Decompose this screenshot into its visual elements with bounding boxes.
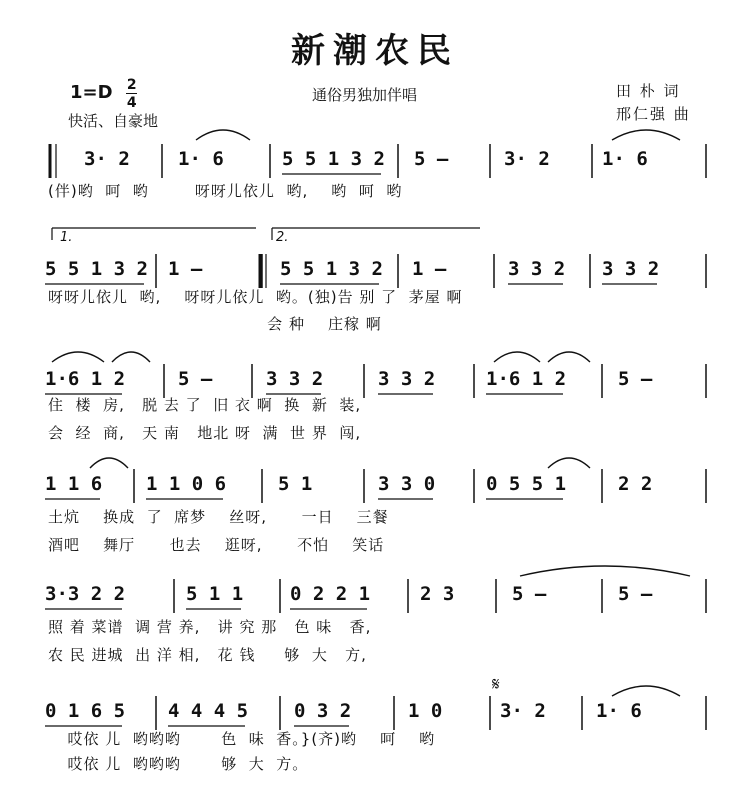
measure-notes: 5 – xyxy=(618,583,653,605)
tempo-marking: 快活、自豪地 xyxy=(68,112,159,130)
measure-notes: 2 3 xyxy=(420,583,455,605)
lyric-line: (伴)哟 呵 哟 呀呀儿依儿 哟, 哟 呵 哟 xyxy=(48,182,403,200)
measure-notes: 5 – xyxy=(414,148,449,170)
time-numerator: 2 xyxy=(126,77,137,93)
lyricist-credit: 田 朴 词 xyxy=(616,82,681,100)
lyric-line: 酒吧 舞厅 也去 逛呀, 不怕 笑话 xyxy=(48,536,385,554)
lyric-line: 哎依 儿 哟哟哟 够 大 方。 xyxy=(56,755,309,773)
measure-notes: 1 1 0 6 xyxy=(146,473,227,495)
measure-notes: 2 2 xyxy=(618,473,653,495)
measure-notes: 1 1 6 xyxy=(45,473,103,495)
key-text: 1=D xyxy=(70,82,113,103)
measure-notes: 1·6 1 2 xyxy=(45,368,126,390)
measure-notes: 5 – xyxy=(178,368,213,390)
measure-notes: 5 – xyxy=(512,583,547,605)
measure-notes: 0 1 6 5 xyxy=(45,700,126,722)
measure-notes: 1 – xyxy=(412,258,447,280)
measure-notes: 5 1 1 xyxy=(186,583,244,605)
lyric-line: 土炕 换成 了 席梦 丝呀, 一日 三餐 xyxy=(48,508,389,526)
slur-mark xyxy=(494,352,540,362)
slur-mark xyxy=(196,130,250,140)
measure-notes: 5 5 1 3 2 xyxy=(45,258,148,280)
composer-credit: 邢仁强 曲 xyxy=(616,105,691,123)
measure-notes: 0 3 2 xyxy=(294,700,352,722)
time-denominator: 4 xyxy=(126,95,137,111)
slur-mark xyxy=(52,352,104,362)
slur-mark xyxy=(612,130,680,140)
lyric-line: 农 民 进城 出 洋 相, 花 钱 够 大 方, xyxy=(48,646,367,664)
lyric-line: 住 楼 房, 脱 去 了 旧 衣 啊 换 新 装, xyxy=(48,396,362,414)
measure-notes: 1 0 xyxy=(408,700,443,722)
segno-sign: 𝄋 xyxy=(492,674,500,695)
measure-notes: 3· 2 xyxy=(504,148,550,170)
volta-first-label: 1. xyxy=(60,230,73,245)
song-title: 新潮农民 xyxy=(291,31,459,71)
measure-notes: 3· 2 xyxy=(84,148,130,170)
measure-notes: 3 3 0 xyxy=(378,473,436,495)
lyric-line: 呀呀儿依儿 哟, 呀呀儿依儿 哟。(独)告 别 了 茅屋 啊 xyxy=(48,288,463,306)
volta-second-label: 2. xyxy=(276,230,289,245)
measure-notes: 5 5 1 3 2 xyxy=(280,258,383,280)
lyric-line: 哎依 儿 哟哟哟 色 味 香。}(齐)哟 呵 哟 xyxy=(56,730,436,748)
measure-notes: 0 5 5 1 xyxy=(486,473,567,495)
measure-notes: 3 3 2 xyxy=(508,258,566,280)
lyric-line: 照 着 菜谱 调 营 养, 讲 究 那 色 味 香, xyxy=(48,618,372,636)
measure-notes: 4 4 4 5 xyxy=(168,700,249,722)
slur-mark xyxy=(112,352,150,362)
lyric-line: 会 种 庄稼 啊 xyxy=(48,315,382,333)
measure-notes: 3· 2 xyxy=(500,700,546,722)
measure-notes: 1· 6 xyxy=(178,148,224,170)
lyric-line: 会 经 商, 天 南 地北 呀 满 世 界 闯, xyxy=(48,424,362,442)
slur-mark xyxy=(548,458,590,468)
measure-notes: 1·6 1 2 xyxy=(486,368,567,390)
measure-notes: 0 2 2 1 xyxy=(290,583,371,605)
measure-notes: 1· 6 xyxy=(602,148,648,170)
measure-notes: 5 – xyxy=(618,368,653,390)
measure-notes: 3 3 2 xyxy=(266,368,324,390)
slur-mark xyxy=(548,352,590,362)
measure-notes: 3 3 2 xyxy=(602,258,660,280)
measure-notes: 3·3 2 2 xyxy=(45,583,126,605)
measure-notes: 1 – xyxy=(168,258,203,280)
measure-notes: 3 3 2 xyxy=(378,368,436,390)
slur-mark xyxy=(612,686,680,696)
measure-notes: 1· 6 xyxy=(596,700,642,722)
measure-notes: 5 1 xyxy=(278,473,313,495)
tie-mark xyxy=(520,566,690,576)
slur-mark xyxy=(90,458,128,468)
measure-notes: 5 5 1 3 2 xyxy=(282,148,385,170)
performance-note: 通俗男独加伴唱 xyxy=(312,86,418,104)
